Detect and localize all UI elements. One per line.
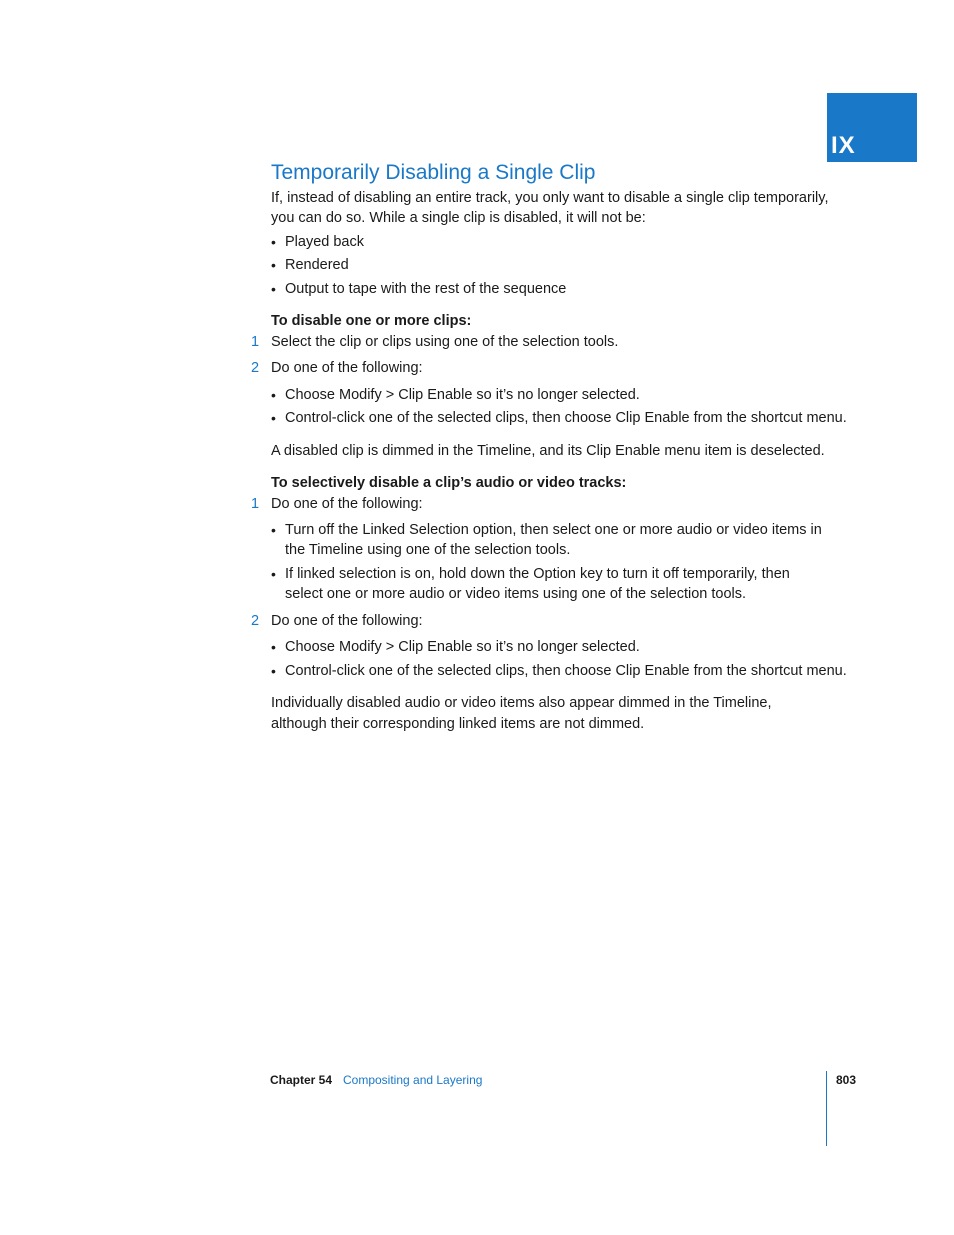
list-item: Control-click one of the selected clips, then choose Clip Enable from the shortcut menu. <box>285 410 847 426</box>
page-number: 803 <box>836 1073 857 1087</box>
procedure-heading: To disable one or more clips: <box>271 313 472 329</box>
bullet-icon: • <box>271 387 276 403</box>
list-item: If linked selection is on, hold down the Option key to turn it off temporarily, then <box>285 566 790 582</box>
list-item: Rendered <box>285 257 349 273</box>
list-item-continuation: select one or more audio or video items using one of the selection tools. <box>285 586 747 602</box>
list-item: Control-click one of the selected clips, then choose Clip Enable from the shortcut menu. <box>285 663 847 679</box>
procedure-note-line-1: Individually disabled audio or video items also appear dimmed in the Timeline, <box>271 695 772 711</box>
procedure-note: A disabled clip is dimmed in the Timeline, and its Clip Enable menu item is deselected. <box>271 443 825 459</box>
footer-chapter: Chapter 54 <box>270 1073 333 1087</box>
footer-chapter-title: Compositing and Layering <box>343 1073 483 1087</box>
step-number: 2 <box>251 360 260 376</box>
part-tab <box>827 93 917 162</box>
step-text: Do one of the following: <box>271 496 423 512</box>
step-text: Do one of the following: <box>271 360 423 376</box>
intro-line-2: you can do so. While a single clip is disabled, it will not be: <box>271 210 646 226</box>
bullet-icon: • <box>271 663 276 679</box>
list-item: Turn off the Linked Selection option, then select one or more audio or video items in <box>285 522 822 538</box>
step-number: 1 <box>251 334 260 350</box>
list-item: Choose Modify > Clip Enable so it’s no longer selected. <box>285 639 640 655</box>
list-item-continuation: the Timeline using one of the selection tools. <box>285 542 571 558</box>
step-number: 2 <box>251 613 260 629</box>
footer-divider <box>826 1071 827 1146</box>
bullet-icon: • <box>271 410 276 426</box>
part-tab-label: IX <box>831 132 856 159</box>
step-text: Do one of the following: <box>271 613 423 629</box>
procedure-heading: To selectively disable a clip’s audio or video tracks: <box>271 475 627 491</box>
procedure-note-line-2: although their corresponding linked items are not dimmed. <box>271 716 645 732</box>
bullet-icon: • <box>271 522 276 538</box>
bullet-icon: • <box>271 234 276 250</box>
list-item: Choose Modify > Clip Enable so it’s no longer selected. <box>285 387 640 403</box>
step-text: Select the clip or clips using one of the selection tools. <box>271 334 619 350</box>
bullet-icon: • <box>271 566 276 582</box>
list-item: Output to tape with the rest of the sequence <box>285 281 567 297</box>
bullet-icon: • <box>271 639 276 655</box>
bullet-icon: • <box>271 257 276 273</box>
intro-line-1: If, instead of disabling an entire track, you only want to disable a single clip temporarily, <box>271 190 829 206</box>
list-item: Played back <box>285 234 364 250</box>
step-number: 1 <box>251 496 260 512</box>
bullet-icon: • <box>271 281 276 297</box>
section-title: Temporarily Disabling a Single Clip <box>271 161 596 184</box>
